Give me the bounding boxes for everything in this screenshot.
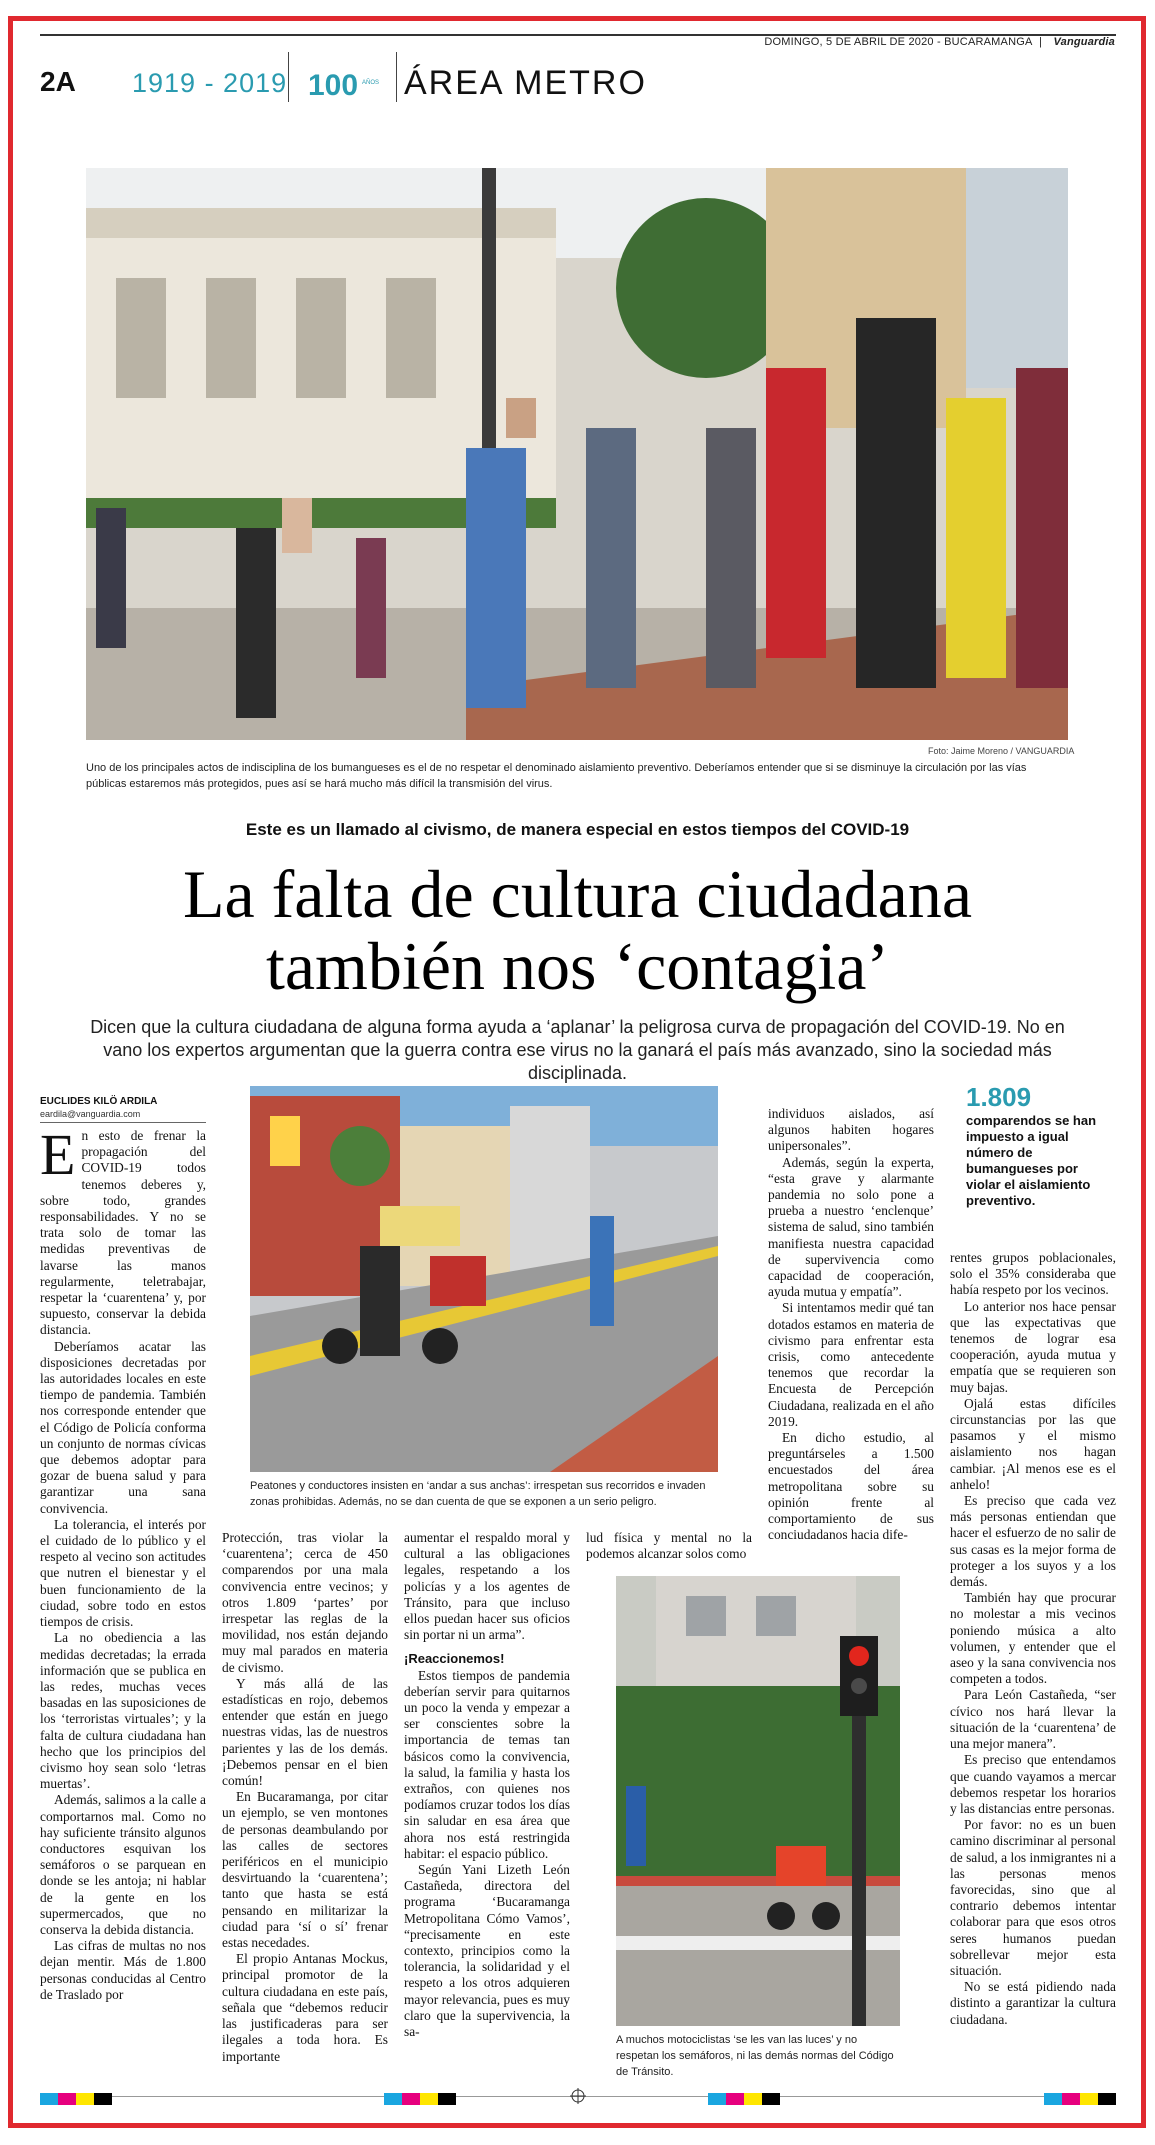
headline-line2: también nos ‘contagia’ bbox=[265, 928, 890, 1004]
anniversary-logo bbox=[306, 64, 386, 104]
main-photo-caption: Uno de los principales actos de indisciplina de los bumangueses es el de no respetar el denominado aislamiento preventivo. Deberíamos entender que si se disminuye la circulación por las vías públicas estaremos más protegidos, pues así se hará mucho más difícil la transmisión del virus. bbox=[86, 762, 1027, 790]
deck: Dicen que la cultura ciudadana de alguna forma ayuda a ‘aplanar’ la peligrosa curva de propagación del COVID-19. No en vano los expertos argumentan que la guerra contra ese virus no la ganará el país más avanzado, sino la sociedad más disciplinada. bbox=[90, 1017, 1065, 1083]
headline bbox=[60, 858, 1095, 1002]
paragraph: El propio Antanas Mockus, principal promotor de la cultura ciudadana en este país, señala que “debemos reducir las justificaderas para ser ilegales a toda hora. Es importante bbox=[222, 1951, 388, 2064]
paragraph: Si intentamos medir qué tan dotados estamos en materia de civismo para enfrentar esta crisis, como antecedente tenemos que recordar la Encuesta de Percepción Ciudadana, realizada en el año 2019. bbox=[768, 1300, 934, 1429]
paragraph: individuos aislados, así algunos habiten hogares unipersonales”. bbox=[768, 1106, 934, 1154]
article-col-2 bbox=[222, 1530, 388, 2082]
paragraph: En dicho estudio, al preguntárseles a 1.500 encuestados del área metropolitana sobre su opinión frente al comportamiento de sus conciudadanos hacia dife- bbox=[768, 1430, 934, 1543]
subhead: ¡Reaccionemos! bbox=[404, 1651, 505, 1667]
section-title: ÁREA METRO bbox=[404, 64, 647, 102]
street-photo-caption: Peatones y conductores insisten en ‘andar a sus anchas’: irrespetan sus recorridos e invaden zonas prohibidas. Además, no se dan cuenta de que se exponen a un serio peligro. bbox=[250, 1480, 706, 1508]
article-col-3 bbox=[404, 1530, 570, 2082]
kicker: Este es un llamado al civismo, de manera especial en estos tiempos del COVID-19 bbox=[245, 820, 910, 839]
color-registration-bar-left bbox=[40, 2090, 112, 2102]
paragraph: Para León Castañeda, “ser cívico nos hará llevar la situación de la ‘cuarentena’ de una mejor manera”. bbox=[950, 1687, 1116, 1752]
date-text: DOMINGO, 5 DE ABRIL DE 2020 - BUCARAMANGA bbox=[764, 36, 1032, 48]
photo-credit: Foto: Jaime Moreno / VANGUARDIA bbox=[928, 746, 1075, 756]
stat-text: comparendos se han impuesto a igual número de bumangueses por violar el aislamiento preventivo. bbox=[966, 1113, 1097, 1208]
anniversary-logo-number: 100 bbox=[308, 69, 359, 102]
paragraph: Ojalá estas difíciles circunstancias por las que pasamos y el mismo aislamiento nos hagan cambiar. ¡Al menos ese es el anhelo! bbox=[950, 1395, 1116, 1492]
paragraph: Lo anterior nos hace pensar que las expectativas que tenemos de lograr esa cooperación, ayuda mutua y empatía que se requieren son muy bajas. bbox=[950, 1298, 1116, 1395]
paragraph: La tolerancia, el interés por el cuidado de lo público y el respeto al vecino son actitudes que nutren el bienestar y el buen funcionamiento de la ciudad, sobre todo en estos tiempos de crisis. bbox=[40, 1516, 206, 1630]
color-registration-bar-far-right bbox=[1044, 2090, 1116, 2102]
stat-number: 1.809 bbox=[966, 1082, 1032, 1112]
anniversary-logo-sub: AÑOS bbox=[362, 80, 380, 86]
paragraph: aumentar el respaldo moral y cultural a las obligaciones legales, respetando a los policías y a los agentes de Tránsito, para que incluso ellos puedan hacer sus oficios sin portar ni un arma”. bbox=[404, 1530, 570, 1643]
anniversary-years: 1919 - 2019 bbox=[132, 68, 288, 98]
paragraph: Además, salimos a la calle a comportarnos mal. Como no hay suficiente tránsito algunos conductores esquivan los semáforos o se parquean en donde se les antoja; ni hablar de la gente en los supermercados, que no conserva la debida distancia. bbox=[40, 1792, 206, 1937]
page-number: 2A bbox=[40, 66, 76, 97]
paragraph: También hay que procurar no molestar a mis vecinos poniendo música a alto volumen, y entender que el aseo y la sana convivencia nos competen a todos. bbox=[950, 1590, 1116, 1687]
paragraph: rentes grupos poblacionales, solo el 35% consideraba que había respeto por los vecinos. bbox=[950, 1250, 1116, 1298]
paragraph: En Bucaramanga, por citar un ejemplo, se ven montones de personas deambulando por las calles de sectores periféricos en el municipio desvirtuando la ‘cuarentena’; tanto que hasta se está pensando en militarizar la ciudad para ‘sí o sí’ frenar estas necedades. bbox=[222, 1789, 388, 1951]
paragraph: No se está pidiendo nada distinto a garantizar la cultura ciudadana. bbox=[950, 1979, 1116, 2027]
paragraph: Y más allá de las estadísticas en rojo, debemos entender que están en juego nuestras vidas, las de nuestros parientes y las de los demás. ¡Debemos pensar en el bien común! bbox=[222, 1675, 388, 1789]
headline-line1: La falta de cultura ciudadana bbox=[182, 856, 973, 932]
paragraph: Además, según la experta, “esta grave y alarmante pandemia no solo pone a prueba a nuestro ‘enclenque’ sistema de salud, sino también manifiesta nuestra capacidad de supervivencia como capacidad de cooperación, ayuda mutua y empatía”. bbox=[768, 1154, 934, 1300]
paragraph: lud física y mental no la podemos alcanzar solos como bbox=[586, 1530, 752, 1562]
registration-crosshair-icon bbox=[570, 2088, 586, 2104]
paragraph: Estos tiempos de pandemia deberían servir para quitarnos un poco la venda y empezar a ser conscientes sobre la importancia de temas tan básicos como la convivencia, la salud, la familia y hasta los extraños, con quienes nos podíamos cruzar todos los días sin saludar en esa área que ahora nos está restringida habitar: el espacio público. bbox=[404, 1667, 570, 1861]
byline bbox=[40, 1096, 206, 1123]
main-photo bbox=[86, 168, 1068, 740]
street-photo bbox=[250, 1086, 718, 1472]
article-col-1 bbox=[40, 1128, 206, 2082]
paragraph: La no obediencia a las medidas decretadas; la errada información que se publica en las redes, muchas veces basadas en las suposiciones de los ‘terroristas virtuales’; y la falta de cultura ciudadana han hecho que los principios del civismo hoy sean solo ‘letras muertas’. bbox=[40, 1630, 206, 1792]
article-col-4 bbox=[586, 1530, 752, 1570]
stat-box bbox=[966, 1082, 1116, 1209]
color-registration-bar-mid bbox=[384, 2090, 456, 2102]
paragraph: Protección, tras violar la ‘cuarentena’; cerca de 450 comparendos por una mala convivencia entre vecinos; y otros 1.809 ‘partes’ por irrespetar las reglas de la movilidad, nos están dejando muy mal parados en materia de civismo. bbox=[222, 1530, 388, 1675]
dropcap: E bbox=[40, 1128, 76, 1187]
header-divider-2 bbox=[396, 52, 397, 102]
author-name: EUCLIDES KILÖ ARDILA bbox=[40, 1096, 158, 1107]
color-registration-bar-right bbox=[708, 2090, 780, 2102]
paragraph: Es preciso que cada vez más personas entiendan que hacer el esfuerzo de no salir de sus casas es la mejor forma de proteger a los suyos y a los demás. bbox=[950, 1493, 1116, 1590]
paragraph: n esto de frenar la propagación del COVID-19 todos tenemos deberes y, sobre todo, grandes responsabilidades. Y no se trata solo de tomar las medidas preventivas de lavarse las manos regularmente, teletrabajar, respetar la ‘cuarentena’ y, por supuesto, conservar la debida distancia. bbox=[40, 1128, 206, 1338]
paragraph: Deberíamos acatar las disposiciones decretadas por las autoridades locales en este tiempo de pandemia. También nos corresponde entender que el Código de Policía conforma un conjunto de normas cívicas que debemos adoptar para gozar de buena salud y para garantizar una sana convivencia. bbox=[40, 1338, 206, 1516]
article-col-5 bbox=[768, 1106, 934, 1564]
traffic-photo-caption: A muchos motociclistas ‘se les van las luces’ y no respetan los semáforos, ni las demás normas del Código de Tránsito. bbox=[616, 2034, 894, 2078]
brand-name: Vanguardia bbox=[1053, 36, 1115, 48]
paragraph: Las cifras de multas no nos dejan mentir. Más de 1.800 personas conducidas al Centro de Traslado por bbox=[40, 1938, 206, 2002]
traffic-light-photo bbox=[616, 1576, 900, 2026]
header-divider bbox=[288, 52, 289, 102]
paragraph: Por favor: no es un buen camino discriminar al personal de salud, a los inmigrantes ni a las personas menos favorecidas, sino que al contrario debemos intentar colaborar para que esos otros seres humanos puedan sobrellevar mejor esta situación. bbox=[950, 1817, 1116, 1978]
paragraph: Es preciso que entendamos que cuando vayamos a mercar debemos respetar los horarios y las distancias entre personas. bbox=[950, 1752, 1116, 1816]
dateline: DOMINGO, 5 DE ABRIL DE 2020 - BUCARAMANGA | Vanguardia bbox=[764, 36, 1115, 48]
author-email: eardila@vanguardia.com bbox=[40, 1109, 141, 1119]
article-col-6 bbox=[950, 1250, 1116, 2082]
paragraph: Según Yani Lizeth León Castañeda, directora del programa ‘Bucaramanga Metropolitana Cómo Vamos’, “precisamente en este contexto, principios como la tolerancia, la solidaridad y el respeto a los otros adquieren mayor relevancia, pues es muy claro que la supervivencia, la sa- bbox=[404, 1862, 570, 2040]
